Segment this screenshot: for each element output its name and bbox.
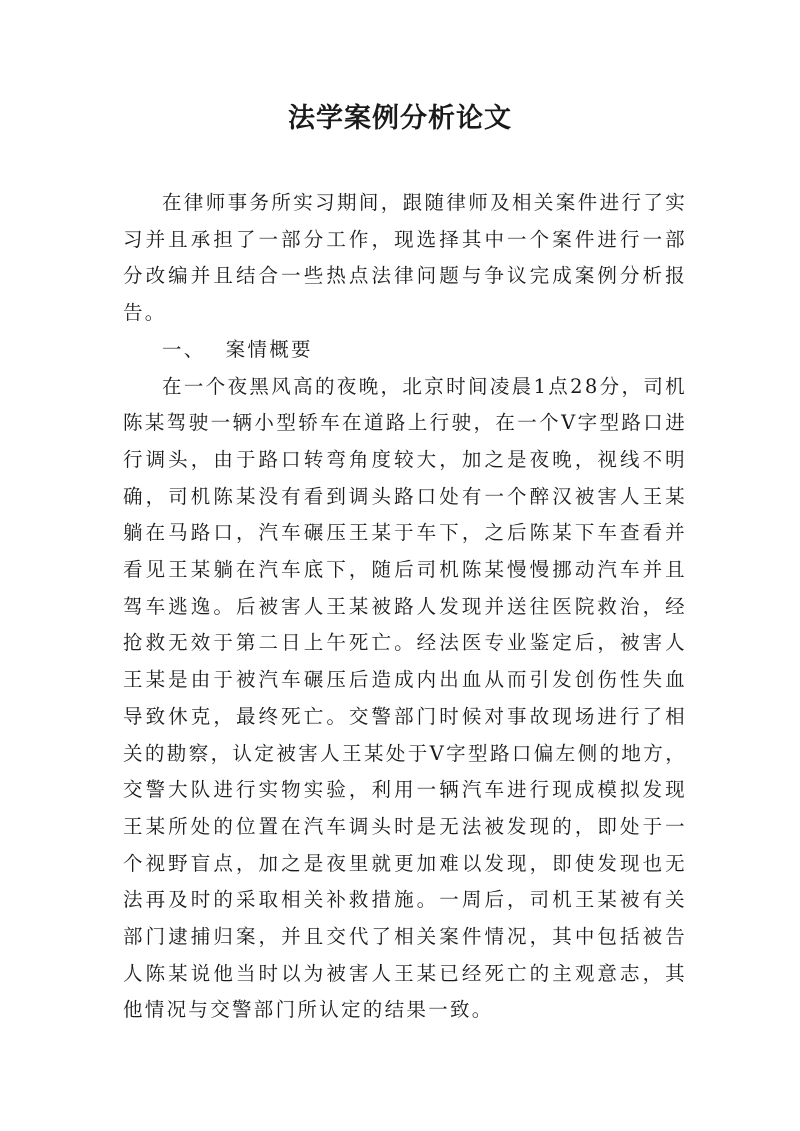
section-heading	[123, 332, 687, 369]
case-summary-paragraph: 在一个夜黑风高的夜晚，北京时间凌晨1点28分，司机陈某驾驶一辆小型轿车在道路上行驶，在一个V字型路口进行调头，由于路口转弯角度较大，加之是夜晚，视线不明确，司机陈某没有看到调头路口处有一个醉汉被害人王某躺在马路口，汽车碾压王某于车下，之后陈某下车查看并看见王某躺在汽车底下，随后司机陈某慢慢挪动汽车并且驾车逃逸。后被害人王某被路人发现并送往医院救治，经抢救无效于第二日上午死亡。经法医专业鉴定后，被害人王某是由于被汽车碾压后造成内出血从而引发创伤性失血导致休克，最终死亡。交警部门时候对事故现场进行了相关的勘察，认定被害人王某处于V字型路口偏左侧的地方，交警大队进行实物实验，利用一辆汽车进行现成模拟发现王某所处的位置在汽车调头时是无法被发现的，即处于一个视野盲点，加之是夜里就更加难以发现，即使发现也无法再及时的采取相关补救措施。一周后，司机王某被有关部门逮捕归案，并且交代了相关案件情况，其中包括被告人陈某说他当时以为被害人王某已经死亡的主观意志，其他情况与交警部门所认定的结果一致。	[123, 374, 687, 1022]
document-title: 法学案例分析论文	[288, 103, 512, 134]
section-number: 一、	[162, 337, 206, 361]
intro-paragraph: 在律师事务所实习期间，跟随律师及相关案件进行了实习并且承担了一部分工作，现选择其中一个案件进行一部分改编并且结合一些热点法律问题与争议完成案例分析报告。	[123, 191, 687, 325]
document-body	[123, 185, 687, 1029]
section-title: 案情概要	[225, 337, 313, 361]
